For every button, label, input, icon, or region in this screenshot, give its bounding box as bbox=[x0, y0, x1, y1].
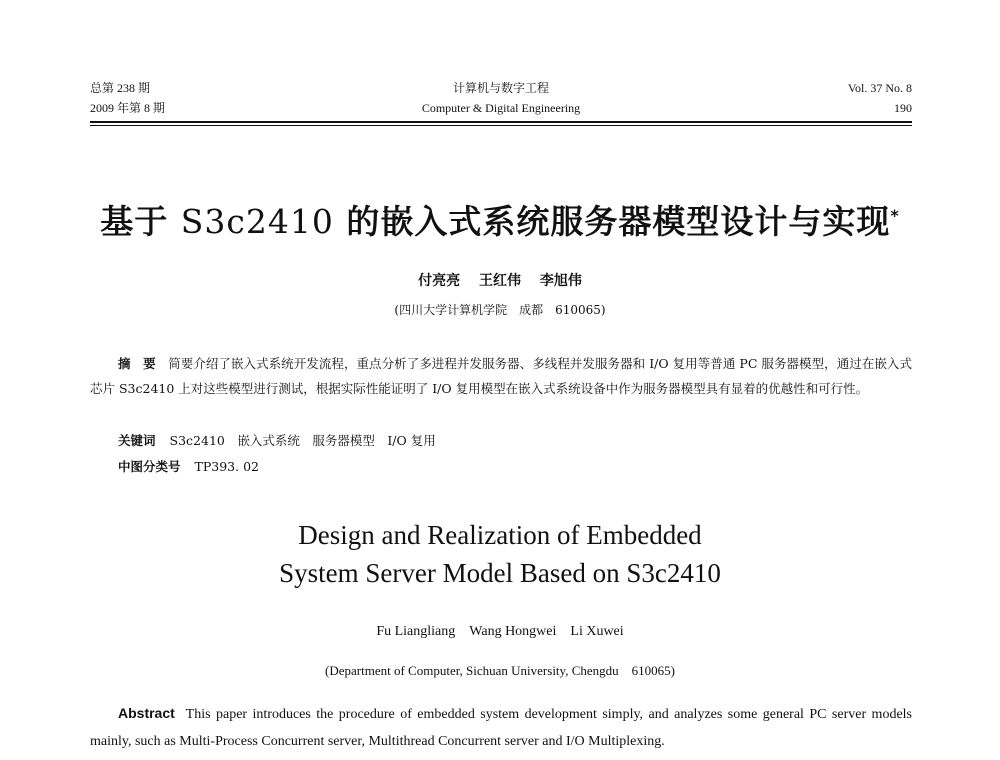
classification-cn bbox=[118, 456, 259, 478]
volume-info bbox=[848, 78, 912, 118]
paper-title-cn bbox=[40, 196, 960, 243]
affiliation-en: (Department of Computer, Sichuan University, Chengdu 610065) bbox=[325, 663, 675, 678]
authors-en: Fu Liangliang Wang Hongwei Li Xuwei bbox=[376, 624, 624, 639]
title-cn-part3: 的嵌入式系统服务器模型设计与实现 bbox=[333, 202, 891, 241]
title-en-line1: Design and Realization of Embedded bbox=[298, 520, 702, 550]
keywords-cn-text: S3c2410 嵌入式系统 服务器模型 I/O 复用 bbox=[169, 433, 436, 448]
abstract-en-text: This paper introduces the procedure of embedded system development simply, and analyzes some general PC server models mainly, such as Multi-Process Concurrent server, Multithread Concurrent server and I/O Multiplexing. bbox=[90, 707, 913, 749]
title-en-line2: System Server Model Based on S3c2410 bbox=[279, 558, 721, 588]
abstract-cn-text: 简要介绍了嵌入式系统开发流程，重点分析了多进程并发服务器、多线程并发服务器和 I/O 复用等普通 PC 服务器模型，通过在嵌入式芯片 S3c2410 上对这些模型进行测试，根据实际性能证明了 I/O 复用模型在嵌入式系统设备中作为服务器模型具有显着的优越性和可行性。 bbox=[90, 356, 912, 396]
affiliation-cn: (四川大学计算机学院 成都 610065) bbox=[394, 303, 606, 317]
journal-header bbox=[90, 78, 912, 118]
journal-name-en: Computer & Digital Engineering bbox=[421, 101, 581, 115]
volume-number: Vol. 37 No. 8 bbox=[847, 81, 912, 95]
issue-year-number: 2009 年第 8 期 bbox=[90, 101, 166, 115]
keywords-cn-label: 关键词 bbox=[118, 433, 156, 448]
journal-name-cn: 计算机与数字工程 bbox=[452, 81, 549, 95]
title-cn-part1: 基于 bbox=[100, 202, 181, 241]
footnote-mark: * bbox=[890, 206, 900, 225]
classification-cn-text: TP393. 02 bbox=[194, 459, 259, 474]
paper-title-en bbox=[0, 516, 1000, 592]
title-cn-chip-name: S3c2410 bbox=[180, 202, 334, 241]
journal-name bbox=[90, 78, 912, 118]
abstract-cn bbox=[90, 351, 912, 401]
classification-cn-label: 中图分类号 bbox=[118, 459, 181, 474]
keywords-cn bbox=[118, 430, 436, 452]
page-number: 190 bbox=[894, 101, 912, 115]
authors-cn: 付亮亮 王红伟 李旭伟 bbox=[418, 273, 582, 289]
abstract-cn-label: 摘 要 bbox=[118, 356, 156, 371]
header-rule-thick bbox=[90, 121, 912, 123]
abstract-en-label: Abstract bbox=[118, 705, 175, 721]
abstract-en bbox=[90, 700, 912, 755]
header-rule-thin bbox=[90, 125, 912, 126]
issue-total-number: 总第 238 期 bbox=[90, 81, 151, 95]
